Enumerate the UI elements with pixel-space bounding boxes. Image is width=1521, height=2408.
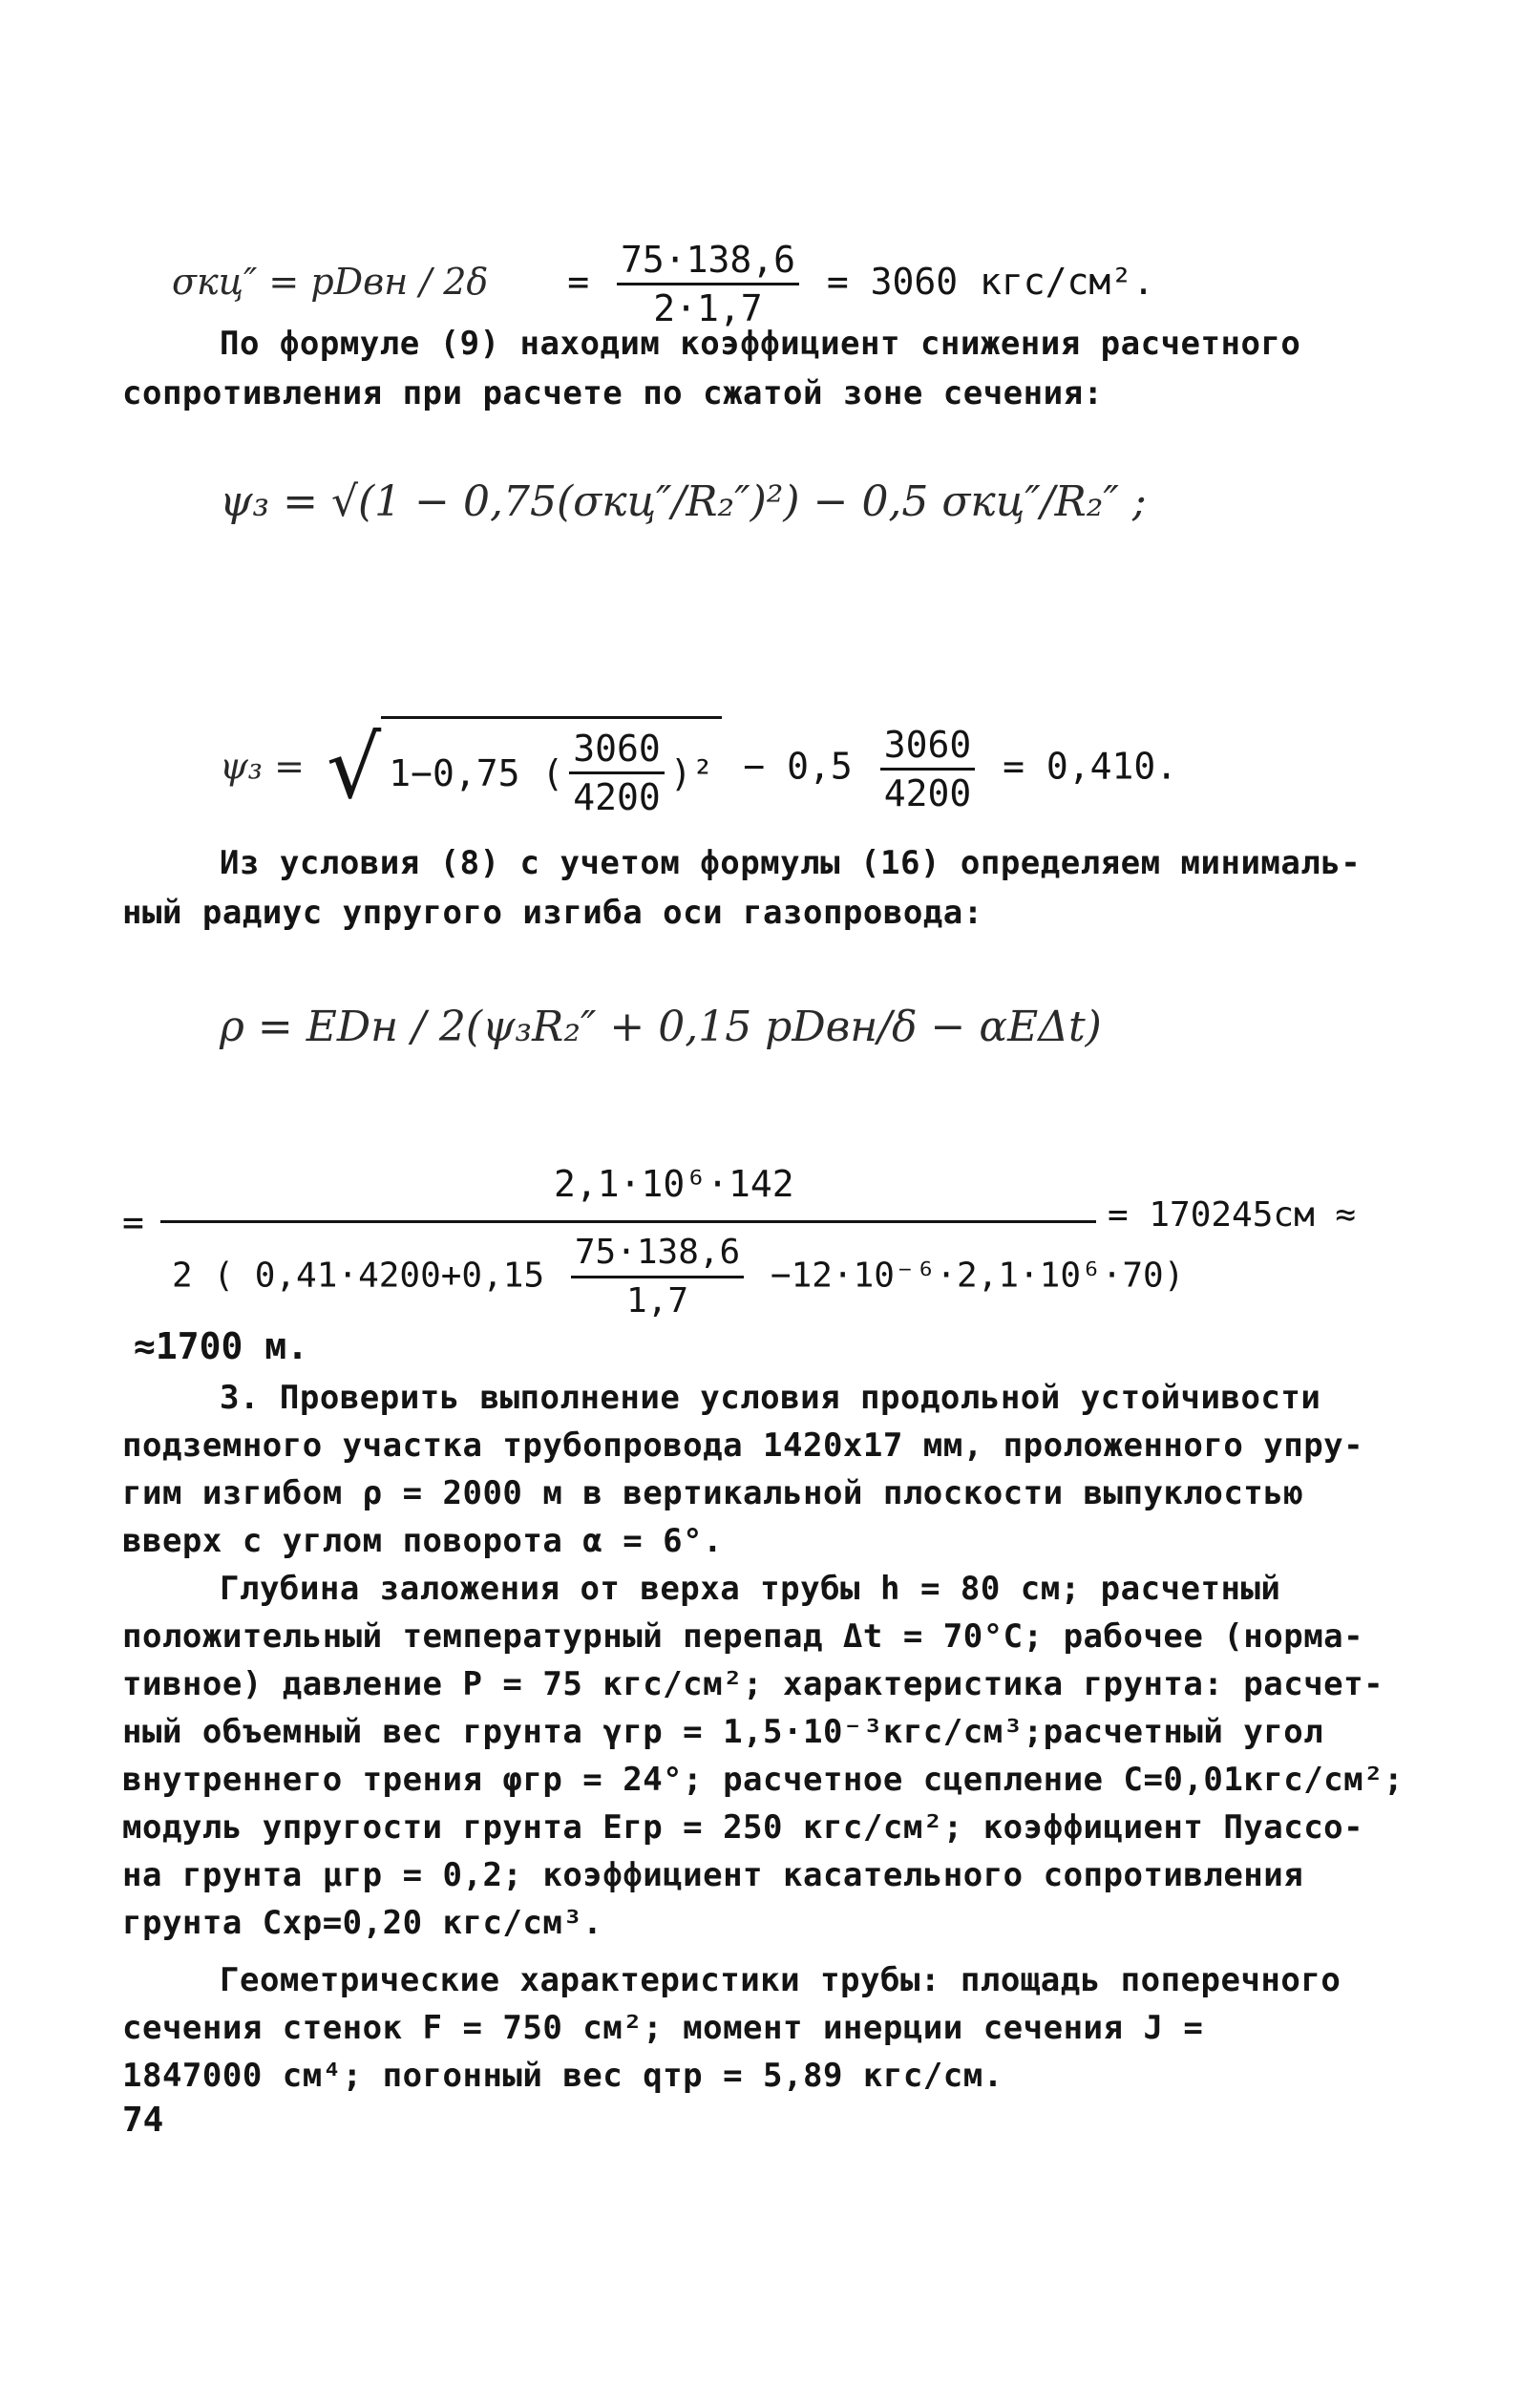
formula-radius-numerator: 2,1·10⁶·142 bbox=[554, 1163, 794, 1205]
formula-radius-inner-fraction bbox=[571, 1232, 744, 1322]
formula-psi3-numeric-part-3: − 0,5 bbox=[743, 745, 853, 788]
formula-radius-result: = 170245см ≈ bbox=[1108, 1195, 1357, 1235]
formula-psi3-second-fraction bbox=[880, 724, 976, 814]
para4-line-3: тивное) давление Р = 75 кгс/см²; характеристика грунта: расчет- bbox=[122, 1665, 1384, 1703]
radicand-part-1: 1−0,75 ( bbox=[389, 751, 564, 794]
radicand-fraction bbox=[569, 728, 665, 818]
para4-line-5: внутреннего трения φгр = 24°; расчетное сцепление С=0,01кгс/см²; bbox=[122, 1761, 1405, 1799]
para1-line-1: По формуле (9) находим коэффициент снижения расчетного bbox=[220, 325, 1301, 363]
formula-radius-denominator-b: −12·10⁻⁶·2,1·10⁶·70) bbox=[770, 1256, 1185, 1296]
para3-line-2: подземного участка трубопровода 1420х17 мм, проложенного упру- bbox=[122, 1426, 1364, 1465]
para4-line-6: модуль упругости грунта Егр = 250 кгс/см²; коэффициент Пуассо- bbox=[122, 1808, 1364, 1847]
para4-line-4: ный объемный вес грунта γгр = 1,5·10⁻³кгс/см³;расчетный угол bbox=[122, 1713, 1324, 1751]
formula-hoop-stress-result: = 3060 кгс/см². bbox=[826, 261, 1155, 303]
formula-radius-symbolic: ρ = EDн / 2(ψ₃R₂″ + 0,15 pDвн/δ − αEΔt) bbox=[220, 1003, 1102, 1051]
para4-line-2: положительный температурный перепад Δt = 70°С; рабочее (норма- bbox=[122, 1617, 1364, 1656]
radicand-fraction-numerator: 3060 bbox=[569, 728, 665, 774]
para4-line-8: грунта Схр=0,20 кгс/см³. bbox=[122, 1904, 603, 1942]
inner-fraction-numerator: 75·138,6 bbox=[571, 1232, 744, 1278]
square-root bbox=[327, 716, 722, 821]
radicand bbox=[381, 716, 721, 821]
formula-hoop-stress: σкц″ = pDвн / 2δ = $\frac{75\cdot 138,6}{2\cdot 1,7}$ = 3060 кгс/см². bbox=[172, 239, 1155, 329]
second-fraction-denominator: 4200 bbox=[883, 771, 972, 814]
formula-psi3-numeric bbox=[220, 716, 1177, 821]
para3-line-4: вверх с углом поворота α = 6°. bbox=[122, 1522, 724, 1560]
para4-line-1: Глубина заложения от верха трубы h = 80 см; расчетный bbox=[220, 1570, 1281, 1608]
second-fraction-numerator: 3060 bbox=[880, 724, 976, 771]
formula-hoop-stress-denominator: 2·1,7 bbox=[653, 287, 763, 329]
para2-line-2: ный радиус упругого изгиба оси газопровода: bbox=[122, 894, 983, 932]
inner-fraction-denominator: 1,7 bbox=[626, 1281, 689, 1320]
radical-sign-icon: √ bbox=[326, 718, 382, 818]
formula-radius-fraction-bar bbox=[160, 1220, 1096, 1223]
para5-line-1: Геометрические характеристики трубы: площадь поперечного bbox=[220, 1961, 1341, 1999]
para3-line-3: гим изгибом ρ = 2000 м в вертикальной плоскости выпуклостью bbox=[122, 1474, 1304, 1512]
formula-hoop-stress-lhs: σкц″ = pDвн / 2δ bbox=[172, 261, 489, 303]
para1-line-2: сопротивления при расчете по сжатой зоне сечения: bbox=[122, 374, 1104, 412]
para5-line-2: сечения стенок F = 750 см²; момент инерции сечения J = bbox=[122, 2009, 1204, 2047]
para2-line-1: Из условия (8) с учетом формулы (16) определяем минималь- bbox=[220, 844, 1362, 882]
formula-radius-lead: = bbox=[122, 1201, 144, 1243]
radicand-part-2: )² bbox=[669, 751, 714, 794]
formula-hoop-stress-fraction bbox=[617, 239, 799, 329]
formula-psi3-symbolic: ψ₃ = √(1 − 0,75(σкц″/R₂″)²) − 0,5 σкц″/R₂″ ; bbox=[220, 477, 1147, 526]
formula-radius-denominator bbox=[172, 1232, 1184, 1322]
radicand-fraction-denominator: 4200 bbox=[573, 776, 661, 818]
formula-radius-denominator-a: 2 ( 0,41·4200+0,15 bbox=[172, 1256, 545, 1296]
para3-line-1: 3. Проверить выполнение условия продольной устойчивости bbox=[220, 1379, 1321, 1417]
para5-line-3: 1847000 см⁴; погонный вес qтр = 5,89 кгс/см. bbox=[122, 2057, 1003, 2095]
formula-radius-approx: ≈1700 м. bbox=[134, 1325, 309, 1367]
para4-line-7: на грунта μгр = 0,2; коэффициент касательного сопротивления bbox=[122, 1856, 1304, 1894]
formula-psi3-numeric-result: = 0,410. bbox=[1003, 745, 1178, 788]
page-number: 74 bbox=[122, 2101, 164, 2140]
formula-psi3-numeric-lhs: ψ₃ = bbox=[220, 745, 305, 788]
formula-hoop-stress-numerator: 75·138,6 bbox=[617, 239, 799, 285]
